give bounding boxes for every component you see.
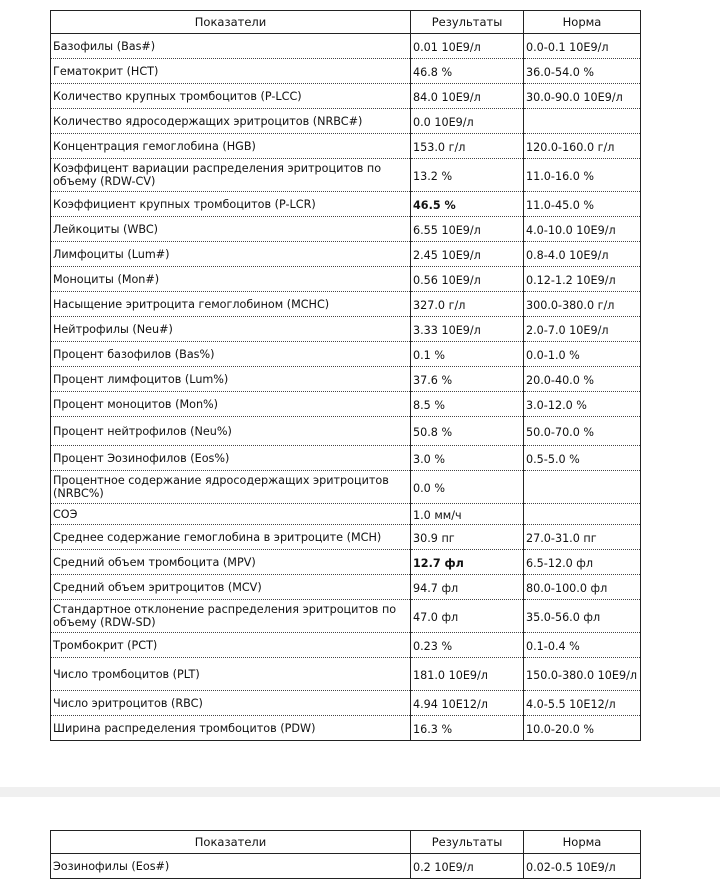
table-header-row — [51, 11, 641, 34]
results-table-1 — [50, 10, 641, 741]
result-value: 0.2 10E9/л — [411, 854, 524, 879]
result-value: 2.45 10E9/л — [411, 242, 524, 267]
result-value: 0.56 10E9/л — [411, 267, 524, 292]
result-value: 46.8 % — [411, 59, 524, 84]
result-value: 6.55 10E9/л — [411, 217, 524, 242]
norm-range: 120.0-160.0 г/л — [524, 134, 641, 159]
norm-range: 3.0-12.0 % — [524, 392, 641, 417]
norm-range — [524, 504, 641, 525]
table-row — [51, 525, 641, 550]
result-value: 13.2 % — [411, 159, 524, 192]
norm-range: 20.0-40.0 % — [524, 367, 641, 392]
indicator-name: Средний объем тромбоцита (MPV) — [51, 550, 411, 575]
header-result: Результаты — [411, 831, 524, 854]
table-row — [51, 267, 641, 292]
result-value: 0.01 10E9/л — [411, 34, 524, 59]
table-row — [51, 317, 641, 342]
norm-range: 30.0-90.0 10E9/л — [524, 84, 641, 109]
table-row — [51, 109, 641, 134]
table-row — [51, 446, 641, 471]
norm-range: 50.0-70.0 % — [524, 417, 641, 446]
indicator-name: Процент нейтрофилов (Neu%) — [51, 417, 411, 446]
indicator-name: Количество крупных тромбоцитов (P-LCC) — [51, 84, 411, 109]
result-value: 84.0 10E9/л — [411, 84, 524, 109]
table-row — [51, 84, 641, 109]
table-row — [51, 550, 641, 575]
result-value: 0.0 % — [411, 471, 524, 504]
norm-range: 300.0-380.0 г/л — [524, 292, 641, 317]
indicator-name: Лейкоциты (WBC) — [51, 217, 411, 242]
norm-range: 4.0-5.5 10E12/л — [524, 691, 641, 716]
norm-range: 0.5-5.0 % — [524, 446, 641, 471]
norm-range: 11.0-16.0 % — [524, 159, 641, 192]
norm-range: 11.0-45.0 % — [524, 192, 641, 217]
result-value: 0.0 10E9/л — [411, 109, 524, 134]
indicator-name: Средний объем эритроцитов (MCV) — [51, 575, 411, 600]
table-row — [51, 633, 641, 658]
norm-range: 0.0-0.1 10E9/л — [524, 34, 641, 59]
result-value: 153.0 г/л — [411, 134, 524, 159]
indicator-name: Число тромбоцитов (PLT) — [51, 658, 411, 691]
indicator-name: Число эритроцитов (RBC) — [51, 691, 411, 716]
table-row — [51, 342, 641, 367]
indicator-name: Процент лимфоцитов (Lum%) — [51, 367, 411, 392]
table-row — [51, 392, 641, 417]
result-value: 37.6 % — [411, 367, 524, 392]
header-result: Результаты — [411, 11, 524, 34]
norm-range: 27.0-31.0 пг — [524, 525, 641, 550]
indicator-name: Моноциты (Mon#) — [51, 267, 411, 292]
indicator-name: СОЭ — [51, 504, 411, 525]
header-indicator: Показатели — [51, 831, 411, 854]
result-value: 46.5 % — [411, 192, 524, 217]
norm-range: 0.0-1.0 % — [524, 342, 641, 367]
indicator-name: Стандартное отклонение распределения эритроцитов по объему (RDW-SD) — [51, 600, 411, 633]
norm-range: 35.0-56.0 фл — [524, 600, 641, 633]
report-page-2 — [0, 797, 720, 883]
norm-range — [524, 471, 641, 504]
result-value: 94.7 фл — [411, 575, 524, 600]
result-value: 1.0 мм/ч — [411, 504, 524, 525]
results-table-2 — [50, 830, 641, 879]
norm-range: 4.0-10.0 10E9/л — [524, 217, 641, 242]
norm-range: 80.0-100.0 фл — [524, 575, 641, 600]
indicator-name: Количество ядросодержащих эритроцитов (NRBC#) — [51, 109, 411, 134]
norm-range: 0.02-0.5 10E9/л — [524, 854, 641, 879]
result-value: 0.1 % — [411, 342, 524, 367]
result-value: 3.33 10E9/л — [411, 317, 524, 342]
table-row — [51, 600, 641, 633]
norm-range: 36.0-54.0 % — [524, 59, 641, 84]
result-value: 50.8 % — [411, 417, 524, 446]
table-row — [51, 716, 641, 741]
indicator-name: Ширина распределения тромбоцитов (PDW) — [51, 716, 411, 741]
table-row — [51, 292, 641, 317]
result-value: 0.23 % — [411, 633, 524, 658]
result-value: 181.0 10E9/л — [411, 658, 524, 691]
result-value: 8.5 % — [411, 392, 524, 417]
norm-range — [524, 109, 641, 134]
table-row — [51, 575, 641, 600]
indicator-name: Процент базофилов (Bas%) — [51, 342, 411, 367]
header-norm: Норма — [524, 11, 641, 34]
indicator-name: Коэффицент вариации распределения эритроцитов по объему (RDW-CV) — [51, 159, 411, 192]
table-row — [51, 217, 641, 242]
indicator-name: Тромбокрит (PCT) — [51, 633, 411, 658]
indicator-name: Нейтрофилы (Neu#) — [51, 317, 411, 342]
norm-range: 2.0-7.0 10E9/л — [524, 317, 641, 342]
norm-range: 0.8-4.0 10E9/л — [524, 242, 641, 267]
norm-range: 6.5-12.0 фл — [524, 550, 641, 575]
indicator-name: Процентное содержание ядросодержащих эритроцитов (NRBC%) — [51, 471, 411, 504]
indicator-name: Концентрация гемоглобина (HGB) — [51, 134, 411, 159]
table-row — [51, 417, 641, 446]
indicator-name: Процент Эозинофилов (Eos%) — [51, 446, 411, 471]
header-norm: Норма — [524, 831, 641, 854]
indicator-name: Коэффициент крупных тромбоцитов (P-LCR) — [51, 192, 411, 217]
result-value: 30.9 пг — [411, 525, 524, 550]
table-row — [51, 658, 641, 691]
indicator-name: Насыщение эритроцита гемоглобином (MCHC) — [51, 292, 411, 317]
indicator-name: Базофилы (Bas#) — [51, 34, 411, 59]
result-value: 12.7 фл — [411, 550, 524, 575]
indicator-name: Процент моноцитов (Mon%) — [51, 392, 411, 417]
table-row — [51, 159, 641, 192]
table-row — [51, 854, 641, 879]
norm-range: 0.12-1.2 10E9/л — [524, 267, 641, 292]
table-row — [51, 242, 641, 267]
norm-range: 0.1-0.4 % — [524, 633, 641, 658]
norm-range: 150.0-380.0 10E9/л — [524, 658, 641, 691]
norm-range: 10.0-20.0 % — [524, 716, 641, 741]
table-row — [51, 134, 641, 159]
table-row — [51, 59, 641, 84]
table-row — [51, 367, 641, 392]
table-row — [51, 471, 641, 504]
page-separator — [0, 787, 720, 797]
header-indicator: Показатели — [51, 11, 411, 34]
table-row — [51, 504, 641, 525]
table-row — [51, 34, 641, 59]
indicator-name: Лимфоциты (Lum#) — [51, 242, 411, 267]
indicator-name: Гематокрит (HCT) — [51, 59, 411, 84]
table-row — [51, 691, 641, 716]
indicator-name: Эозинофилы (Eos#) — [51, 854, 411, 879]
result-value: 327.0 г/л — [411, 292, 524, 317]
table-row — [51, 192, 641, 217]
result-value: 3.0 % — [411, 446, 524, 471]
result-value: 47.0 фл — [411, 600, 524, 633]
result-value: 16.3 % — [411, 716, 524, 741]
indicator-name: Среднее содержание гемоглобина в эритроците (MCH) — [51, 525, 411, 550]
table-header-row — [51, 831, 641, 854]
result-value: 4.94 10E12/л — [411, 691, 524, 716]
